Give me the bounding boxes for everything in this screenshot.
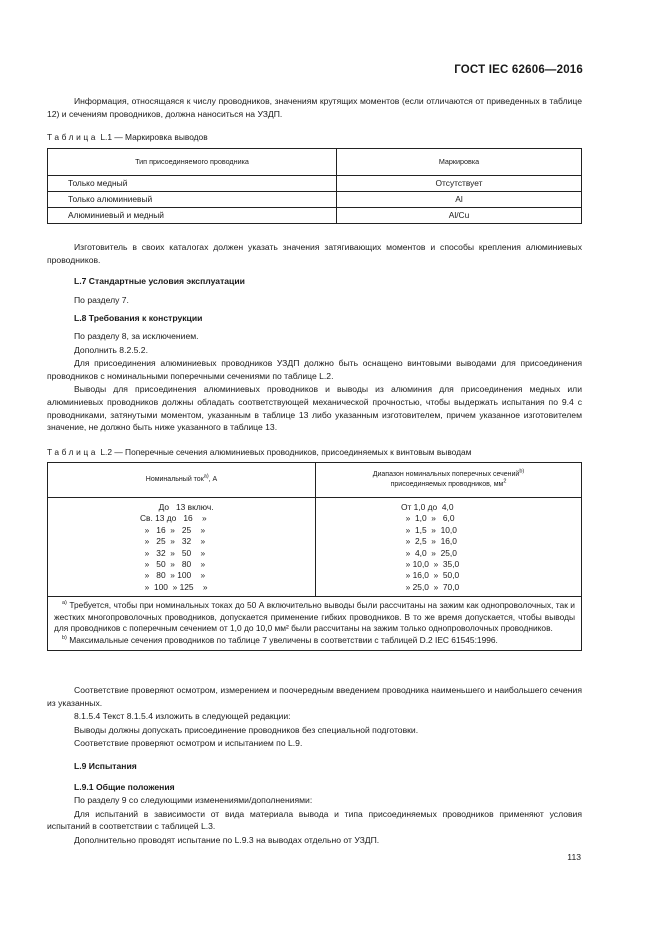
section-l8-text-4: Выводы для присоединения алюминиевых проводников и выводы из алюминия для присоединения медных или алюминиевых проводников должны обладать соответствующей механической прочностью, чтобы выдержать испытания по 9.4 с проводниками, затянутыми моментом, указанным в таблице 13 либо указанным изготовителем, причем указанное изготовителем значение, не должно быть ниже указанного в таблице 13. (47, 384, 582, 433)
table1-caption-rest: L.1 — Маркировка выводов (98, 132, 208, 142)
table-row: » 16 » 25 » (140, 524, 206, 535)
intro-text: Информация, относящаяся к числу проводников, значениям крутящих моментов (если отличаются от приведенных в таблице 12) и сечениям проводников, должна наноситься на УЗДП. (47, 96, 582, 119)
table2-header-section (316, 463, 582, 498)
table2-header-current-text: Номинальный ток (145, 476, 204, 483)
text-section-2 (47, 684, 582, 847)
section-l91-text-2: Для испытаний в зависимости от вида материала вывода и типа присоединяемых проводников применяют условия испытаний в соответствии с таблицей L.3. (47, 808, 582, 832)
table-row: » 100 » 125 » (140, 581, 208, 592)
table2-header-section-line2: присоединяемых проводников, мм (390, 481, 504, 488)
document-header: ГОСТ IEC 62606—2016 (454, 64, 583, 76)
table1-cell-mark: Al (337, 192, 582, 208)
table2-current-column (48, 498, 316, 597)
table1-cell-mark: Al/Cu (337, 208, 582, 224)
table1-cell-type: Алюминиевый и медный (48, 208, 337, 224)
section-l9-title: L.9 Испытания (74, 760, 137, 771)
table-row: » 4,0 » 25,0 (401, 547, 457, 558)
table-row: » 2,5 » 16,0 (401, 536, 457, 547)
footnote-b-mark: b) (62, 635, 67, 642)
after-table1-text: Изготовитель в своих каталогах должен указать значения затягивающих моментов и способы крепления алюминиевых проводников. (47, 242, 582, 265)
table2-caption (47, 446, 587, 459)
table-row: » 1,5 » 10,0 (401, 524, 457, 535)
section-l91-text-1: По разделу 9 со следующими изменениями/дополнениями: (74, 795, 313, 806)
table-row: Св. 13 до 16 » (140, 513, 207, 524)
page-number: 113 (567, 852, 581, 862)
table1-caption-lead: Таблица (47, 132, 99, 142)
table2-section-column (316, 498, 582, 597)
section-l91-text-3: Дополнительно проводят испытание по L.9.3 на выводах отдельно от УЗДП. (74, 834, 380, 845)
table-row: От 1,0 до 4,0 (401, 502, 454, 512)
table1-cell-mark: Отсутствует (337, 176, 582, 192)
table-row: » 1,0 » 6,0 (401, 513, 455, 524)
table-row (48, 208, 582, 224)
text-section-1 (47, 241, 582, 434)
table1-caption (47, 131, 587, 144)
section-l91-title: L.9.1 Общие положения (74, 781, 175, 792)
table-l2 (47, 462, 582, 651)
footnote-ref-a: а) (203, 473, 209, 480)
table2-header-current-unit: , А (208, 476, 218, 483)
table-row: » 16,0 » 50,0 (401, 570, 460, 581)
section-l8-title: L.8 Требования к конструкции (74, 313, 203, 324)
footnote-a-text: Требуется, чтобы при номинальных токах до 50 А включительно выводы были рассчитаны на зажим как однопроволочных, так и жестких многопроволочных проводников, допускается применение гибких проводников. В то же время допускается, чтобы выводы для проводников с поперечным сечением от 1,0 до 10,0 мм² были рассчитаны на зажим только однопроволочных проводников. (54, 600, 575, 634)
table2-header-current (48, 463, 316, 498)
table1-header-mark: Маркировка (337, 149, 582, 176)
footnote-a-mark: а) (62, 600, 67, 607)
section-l7-text: По разделу 7. (74, 294, 129, 305)
table-row: До 13 включ. (140, 502, 214, 512)
section-l7-title: L.7 Стандартные условия эксплуатации (74, 276, 245, 287)
table2-footnotes (48, 597, 582, 650)
table-l1 (47, 148, 582, 224)
table-row (48, 176, 582, 192)
after-table2-text-2: 8.1.5.4 Текст 8.1.5.4 изложить в следующей редакции: (74, 711, 291, 722)
table2-header-section-line1: Диапазон номинальных поперечных сечений (372, 471, 520, 478)
footnote-b-text: Максимальные сечения проводников по таблице 7 увеличены в соответствии с таблицей D.2 IEC 61545:1996. (66, 635, 498, 646)
table1-cell-type: Только алюминиевый (48, 192, 337, 208)
table-row: » 25 » 32 » (140, 536, 206, 547)
after-table2-text-3: Выводы должны допускать присоединение проводников без специальной подготовки. (74, 724, 419, 735)
table-row (48, 192, 582, 208)
table-row: » 50 » 80 » (140, 559, 206, 570)
table2-caption-rest: L.2 — Поперечные сечения алюминиевых проводников, присоединяемых к винтовым выводам (98, 447, 472, 457)
after-table2-text-1: Соответствие проверяют осмотром, измерением и поочередным введением проводника наименьшего и наибольшего сечения из указанных. (47, 685, 582, 708)
section-l8-text-3: Для присоединения алюминиевых проводников УЗДП должно быть оснащено винтовыми выводами для присоединения проводников с номинальными поперечными сечениями по таблице L.2. (47, 358, 582, 381)
table2-caption-lead: Таблица (47, 447, 99, 457)
section-l8-text-2: Дополнить 8.2.5.2. (74, 344, 148, 355)
section-l8-text-1: По разделу 8, за исключением. (74, 330, 199, 341)
table-row: » 25,0 » 70,0 (401, 581, 460, 592)
table-row: » 10,0 » 35,0 (401, 559, 460, 570)
after-table2-text-4: Соответствие проверяют осмотром и испытанием по L.9. (74, 738, 303, 749)
table-row: » 80 » 100 » (140, 570, 206, 581)
footnote-ref-b: b) (519, 468, 525, 475)
unit-superscript: 2 (503, 478, 507, 485)
table1-header-type: Тип присоединяемого проводника (48, 149, 337, 176)
table1-cell-type: Только медный (48, 176, 337, 192)
footnote-a (54, 600, 575, 635)
table-row: » 32 » 50 » (140, 547, 206, 558)
intro-paragraph (47, 95, 582, 120)
footnote-b (54, 635, 575, 647)
